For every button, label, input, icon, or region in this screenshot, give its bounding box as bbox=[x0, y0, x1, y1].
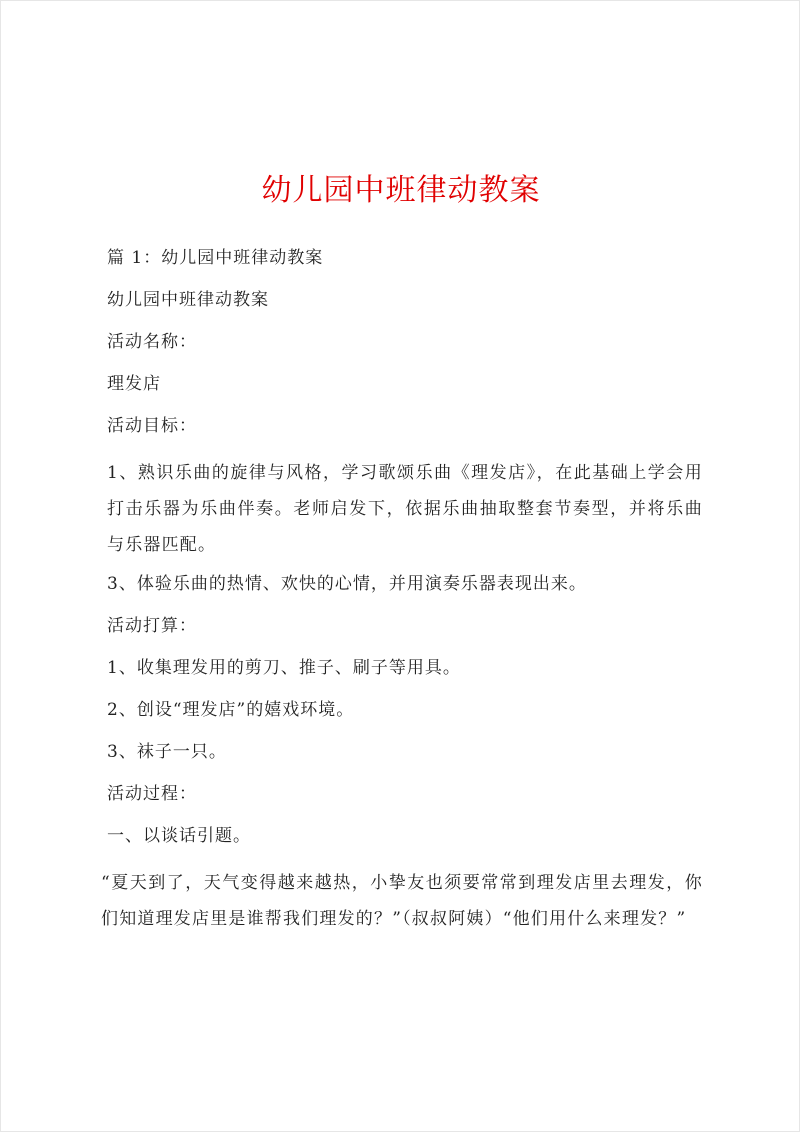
chapter-heading: 篇 1：幼儿园中班律动教案 bbox=[107, 248, 324, 268]
dialogue-paragraph: “夏天到了，天气变得越来越热，小挚友也须要常常到理发店里去理发，你们知道理发店里是谁帮我们理发的？”（叔叔阿姨）“他们用什么来理发？” bbox=[101, 873, 703, 929]
goal-item-3: 3、体验乐曲的热情、欢快的心情，并用演奏乐器表现出来。 bbox=[107, 574, 587, 594]
preparation-label: 活动打算： bbox=[107, 616, 197, 636]
lesson-title: 幼儿园中班律动教案 bbox=[107, 290, 269, 310]
activity-name-value: 理发店 bbox=[107, 374, 161, 394]
activity-name-label: 活动名称： bbox=[107, 332, 197, 352]
goal-item-1: 1、熟识乐曲的旋律与风格，学习歌颂乐曲《理发店》，在此基础上学会用打击乐器为乐曲伴奏。老师启发下，依据乐曲抽取整套节奏型，并将乐曲与乐器匹配。 bbox=[107, 463, 703, 555]
preparation-item-1: 1、收集理发用的剪刀、推子、刷子等用具。 bbox=[107, 658, 461, 678]
document-body bbox=[101, 245, 703, 952]
process-step-1: 一、以谈话引题。 bbox=[107, 826, 251, 846]
process-label: 活动过程： bbox=[107, 784, 197, 804]
preparation-item-3: 3、袜子一只。 bbox=[107, 742, 227, 762]
preparation-item-2: 2、创设“理发店”的嬉戏环境。 bbox=[107, 700, 355, 720]
activity-goals-label: 活动目标： bbox=[107, 416, 197, 436]
document-title: 幼儿园中班律动教案 bbox=[261, 173, 541, 208]
